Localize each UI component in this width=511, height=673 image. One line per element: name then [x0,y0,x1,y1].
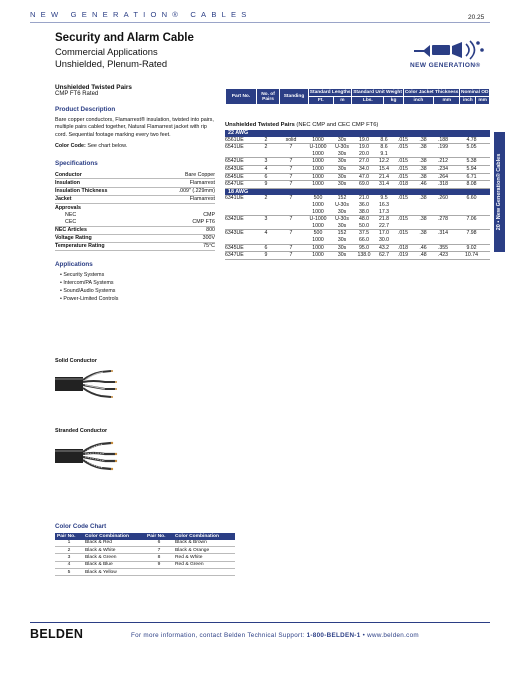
page-title: Security and Alarm Cable [55,32,194,44]
section-title: Unshielded Twisted Pairs [55,84,132,91]
cell-o1: .260 [433,195,453,215]
product-description-heading: Product Description [55,106,116,113]
cell-m: U-30s 30s [331,216,353,230]
cell-s: 7 [277,216,305,230]
cell-lb: 48.0 50.0 [353,216,375,230]
cell-kg: 8.6 9.1 [375,144,393,158]
table-row [225,230,490,244]
cell-lb: 19.0 20.0 [353,144,375,158]
cell-lb: 27.0 [353,158,375,166]
unit-inch: inch [460,97,476,105]
unit-mm: mm [476,97,490,105]
cell-n: 4 [255,165,277,173]
cell-n: 2 [255,195,277,215]
cell-o2: 7.06 [453,216,490,230]
cell-kg: 8.6 [375,137,393,144]
group-22awg [225,130,490,188]
cell-ft: 1000 [305,165,331,173]
list-item: • Sound/Audio Systems [60,287,220,295]
col-part-no: Part No. [226,89,257,105]
product-description-text: Bare copper conductors, Flamarrest® insulation, twisted into pairs, multiple pairs cabled together, Natural Flamarrest jacket with rip cord. Sequential footage marking every two feet. [55,117,214,138]
part-number: 6347UE [225,252,255,260]
side-tab-label: 20 • New Generation® Cables [496,153,502,231]
cell-o2: 5.38 [453,158,490,166]
table-row [225,173,490,181]
list-item: • Power-Limited Controls [60,295,220,303]
col-od: Nominal OD [461,90,489,95]
cell-m: 30s [331,158,353,166]
cell-o2: 10.74 [453,252,490,260]
spec-row: NEC Articles 800 [55,227,215,234]
applications-list [55,271,220,303]
spec-row: Jacket Flamarrest [55,196,215,203]
specifications-heading: Specifications [55,160,98,168]
cell-m: 152 30s [331,230,353,244]
cell-o1: .188 [433,137,453,144]
cell-t2: .38 [413,230,433,244]
subtitle-plenum: Unshielded, Plenum-Rated [55,58,168,69]
cell-t1: .015 [393,216,413,230]
cell-m: 152 U-30s 30s [331,195,353,215]
cell-o1: .199 [433,144,453,158]
awg-group-row [225,130,490,137]
cell-t1: .015 [393,144,413,158]
cell-t2: .38 [413,158,433,166]
table-row [225,137,490,144]
color-code-note [55,143,220,150]
cell-t2: .38 [413,195,433,215]
cell-o2: 5.94 [453,165,490,173]
unit-mm: mm [434,97,460,105]
unit-ft: Ft. [309,97,334,105]
part-number: 6541UE [225,144,255,158]
cell-t1: .019 [393,252,413,260]
cell-kg: 21.8 22.7 [375,216,393,230]
color-code-table [55,533,235,576]
applications-heading: Applications [55,261,93,269]
stranded-conductor-label: Stranded Conductor [55,428,108,434]
cell-t2: .46 [413,181,433,189]
cell-n: 9 [255,252,277,260]
cell-t1: .015 [393,230,413,244]
cell-o1: .355 [433,244,453,252]
cell-o1: .278 [433,216,453,230]
cell-t1: .015 [393,195,413,215]
part-number: 6343UE [225,230,255,244]
table-row: 4 Black & Blue 9 Red & Green [55,561,235,568]
cell-lb: 47.0 [353,173,375,181]
cell-ft: U-1000 1000 [305,144,331,158]
cell-s: 7 [277,230,305,244]
cell-ft: 500 1000 [305,230,331,244]
cell-kg: 15.4 [375,165,393,173]
cell-m: 30s [331,137,353,144]
specifications-table [55,171,215,251]
cell-o1: .234 [433,165,453,173]
logo-text: NEW GENERATION® [410,62,481,69]
cell-o2: 4.78 [453,137,490,144]
cell-n: 4 [255,230,277,244]
cell-s: 7 [277,165,305,173]
cell-s: 7 [277,195,305,215]
table-row [225,144,490,158]
solid-conductor-label: Solid Conductor [55,358,97,364]
group-18awg [225,188,490,259]
spec-row: CEC CMP FT6 [55,218,215,226]
cc-header-pair: Pair No. [55,533,83,540]
list-item: • Intercom/PA Systems [60,279,220,287]
cell-lb: 138.0 [353,252,375,260]
cell-n: 3 [255,216,277,230]
part-number: 6542UE [225,158,255,166]
cell-kg: 12.2 [375,158,393,166]
cell-t1: .015 [393,173,413,181]
cell-n: 2 [255,137,277,144]
table-row [225,165,490,173]
cell-m: 30s [331,244,353,252]
unit-kg: kg [384,97,403,105]
cell-t2: .38 [413,216,433,230]
spec-row: Temperature Rating 75°C [55,243,215,250]
cell-kg: 43.2 [375,244,393,252]
awg-group-row [225,188,490,195]
subtitle-applications: Commercial Applications [55,46,158,57]
cell-ft: U-1000 1000 [305,216,331,230]
table-row: 3 Black & Green 8 Red & White [55,554,235,561]
header-band: NEW GENERATION® CABLES [30,10,252,19]
spec-row: Insulation Thickness .009" (.229mm) [55,188,215,195]
table-row [225,195,490,215]
section-subtitle: CMP FT6 Rated [55,91,99,97]
part-number: 6341UE [225,195,255,215]
color-code-label: Color Code: [55,142,86,149]
table-row [225,181,490,189]
awg-group-label: 18 AWG [225,188,490,195]
solid-conductor-cable-icon [55,368,130,400]
cell-m: 30s [331,181,353,189]
cell-lb: 19.0 [353,137,375,144]
cell-s: 7 [277,252,305,260]
cell-t1: .018 [393,244,413,252]
table-row [225,252,490,260]
color-code-chart-title: Color Code Chart [55,523,107,530]
cell-o1: .212 [433,158,453,166]
cell-kg: 62.7 [375,252,393,260]
part-number: 6345UE [225,244,255,252]
unit-lbs: Lbs. [352,97,384,105]
cell-o2: 6.71 [453,173,490,181]
cell-lb: 69.0 [353,181,375,189]
cell-kg: 17.0 30.0 [375,230,393,244]
cell-ft: 1000 [305,158,331,166]
col-lengths: Standard Lengths [309,90,351,95]
col-stranding: Standing [280,89,309,105]
left-column [55,84,220,303]
cell-s: solid [277,137,305,144]
cell-s: 7 [277,181,305,189]
cell-kg: 21.4 [375,173,393,181]
part-number: 6547UE [225,181,255,189]
cc-header-pair: Pair No. [145,533,173,540]
cell-s: 7 [277,244,305,252]
footer-rule [30,622,490,623]
cell-ft: 1000 [305,173,331,181]
spec-row: NEC CMP [65,211,215,218]
table-row [225,244,490,252]
cell-o2: 6.60 [453,195,490,215]
cell-ft: 1000 [305,181,331,189]
table-row [225,158,490,166]
cell-n: 6 [255,244,277,252]
unit-m: m [333,97,352,105]
cell-t1: .015 [393,137,413,144]
col-pairs: No. of Pairs [257,89,280,105]
cell-o1: .318 [433,181,453,189]
cell-t1: .015 [393,158,413,166]
cell-kg: 9.5 16.3 17.3 [375,195,393,215]
cell-t2: .48 [413,252,433,260]
cell-o2: 9.02 [453,244,490,252]
cell-lb: 34.0 [353,165,375,173]
cell-t2: .38 [413,144,433,158]
cell-o1: .423 [433,252,453,260]
cell-ft: 1000 [305,244,331,252]
list-item: • Security Systems [60,271,220,279]
spec-row: Voltage Rating 300V [55,235,215,242]
cell-n: 2 [255,144,277,158]
table-row: 2 Black & White 7 Black & Orange [55,546,235,553]
table-row [225,216,490,230]
part-number: 6545UE [225,173,255,181]
product-table-header [225,88,490,105]
spec-row: Insulation Flamarrest [55,179,215,186]
col-weight: Standard Unit Weight [353,90,402,95]
cell-m: 30s [331,173,353,181]
cell-t1: .015 [393,165,413,173]
cell-t2: .38 [413,165,433,173]
table-caption: Unshielded Twisted Pairs (NEC CMP and CEC CMP FT6) [225,122,379,128]
cell-t1: .018 [393,181,413,189]
cell-ft: 500 1000 1000 [305,195,331,215]
cc-header-comb: Color Combination [83,533,145,540]
cell-m: 30s [331,252,353,260]
color-code-text: See chart below. [87,142,128,149]
cell-ft: 1000 [305,137,331,144]
stranded-conductor-cable-icon [55,440,130,472]
spec-row: Conductor Bare Copper [55,171,215,178]
cell-o2: 5.05 [453,144,490,158]
unit-inch: inch [403,97,433,105]
page-number: 20.25 [468,14,485,21]
product-table [225,130,490,260]
header-rule [30,22,490,23]
table-row: 5 Black & Yellow [55,569,235,576]
cell-o1: .264 [433,173,453,181]
cell-lb: 21.0 36.0 38.0 [353,195,375,215]
cell-o2: 8.08 [453,181,490,189]
cell-o2: 7.98 [453,230,490,244]
table-row: 1 Black & Red 6 Black & Brown [55,540,235,547]
cell-s: 7 [277,158,305,166]
cell-n: 3 [255,158,277,166]
cell-s: 7 [277,173,305,181]
cell-t2: .38 [413,137,433,144]
cc-header-comb: Color Combination [173,533,235,540]
cell-kg: 31.4 [375,181,393,189]
cell-lb: 95.0 [353,244,375,252]
part-number: 6342UE [225,216,255,230]
cell-o1: .314 [433,230,453,244]
awg-group-label: 22 AWG [225,130,490,137]
cell-n: 9 [255,181,277,189]
cell-t2: .38 [413,173,433,181]
cell-s: 7 [277,144,305,158]
cell-t2: .46 [413,244,433,252]
cell-ft: 1000 [305,252,331,260]
belden-logo: BELDEN [30,627,84,641]
spec-row: Approvals [55,204,81,211]
cell-n: 6 [255,173,277,181]
cell-m: U-30s 30s [331,144,353,158]
cell-m: 30s [331,165,353,173]
part-number: 6543UE [225,165,255,173]
support-phone[interactable]: 1-800-BELDEN-1 [306,632,361,639]
website-link[interactable]: www.belden.com [367,632,419,639]
footer-contact: For more information, contact Belden Technical Support: 1-800-BELDEN-1 • www.belden.com [131,632,419,639]
cell-lb: 37.5 66.0 [353,230,375,244]
col-jacket: Color Jacket Thickness [404,90,459,95]
part-number: 6561UE [225,137,255,144]
